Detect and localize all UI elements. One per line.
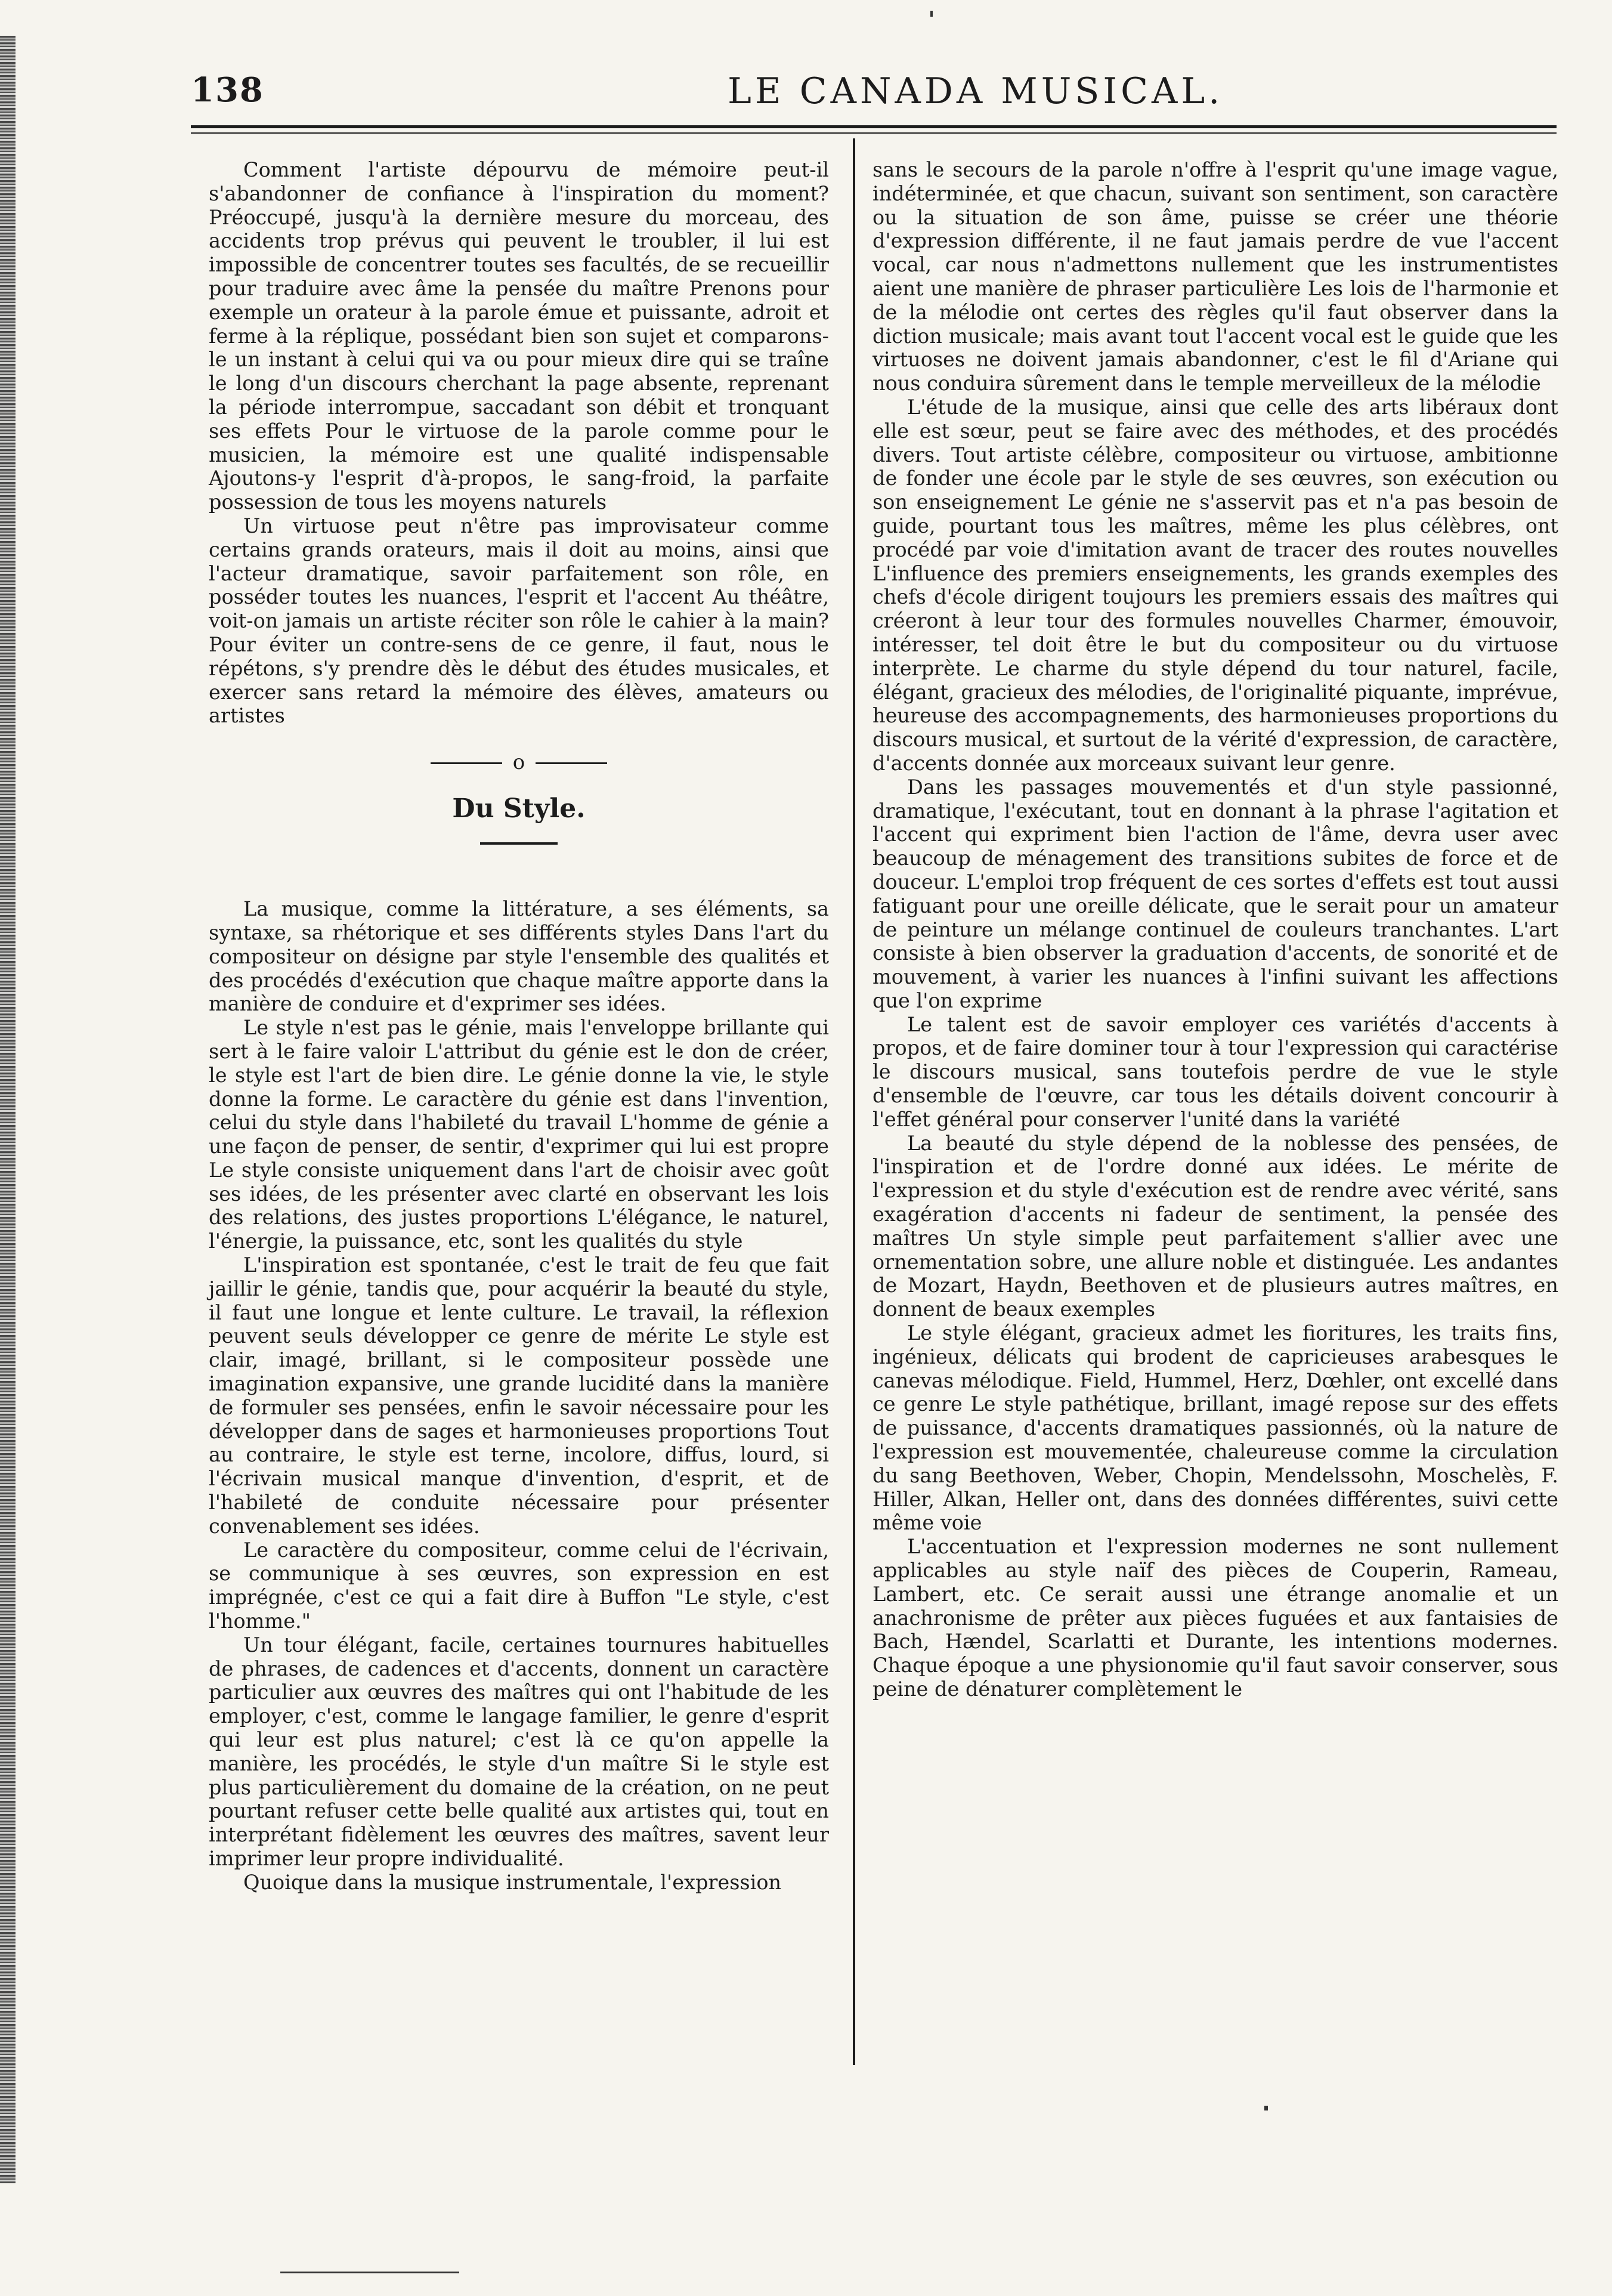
- paragraph: Dans les passages mouvementés et d'un style passionné, dramatique, l'exécutant, tout en donnant à la phrase l'agitation et l'accent qui expriment bien l'action de l'âme, devra user avec beaucoup de ménagement des transitions subites de force et de douceur. L'emploi trop fréquent de ces sortes d'effets est tout aussi fatiguant pour une oreille délicate, que le serait pour un amateur de peinture un mélange continuel de couleurs tranchantes. L'art consiste à bien observer la graduation d'accents, de sonorité et de mouvement, à varier les nuances à l'infini suivant les affections que l'on exprime: [872, 775, 1558, 1012]
- paragraph: Comment l'artiste dépourvu de mémoire peut-il s'abandonner de confiance à l'inspiration du moment? Préoccupé, jusqu'à la dernière mesure du morceau, des accidents trop prévus qui peuvent le troubler, il lui est impossible de concentrer toutes ses facultés, de se recueillir pour traduire avec âme la pensée du maître Prenons pour exemple un orateur à la parole émue et puissante, adroit et ferme à la réplique, possédant bien son sujet et comparons-le un instant à celui qui va ou pour mieux dire qui se traîne le long d'un discours cherchant la page absente, reprenant la période interrompue, saccadant son débit et tronquant ses effets Pour le virtuose de la parole comme pour le musicien, la mémoire est une qualité indispensable Ajoutons-y l'esprit d'à-propos, le sang-froid, la parfaite possession de tous les moyens naturels: [209, 158, 829, 514]
- paragraph: L'inspiration est spontanée, c'est le trait de feu que fait jaillir le génie, tandis que, pour acquérir la beauté du style, il faut une longue et lente culture. Le travail, la réflexion peuvent seuls développer ce genre de mérite Le style est clair, imagé, brillant, si le compositeur possède une imagination expansive, une grande lucidité dans la manière de formuler ses pensées, enfin le savoir nécessaire pour les développer dans de sages et harmonieuses proportions Tout au contraire, le style est terne, incolore, diffus, lourd, si l'écrivain musical manque d'invention, d'esprit, et de l'habileté de conduite nécessaire pour présenter convenablement ses idées.: [209, 1253, 829, 1538]
- print-speck: [1264, 2106, 1268, 2110]
- title-rule: [480, 842, 558, 845]
- header-rule-thin: [191, 132, 1557, 134]
- left-column: [209, 158, 829, 1895]
- page-number: 138: [191, 70, 264, 110]
- footer-rule: [280, 2272, 459, 2273]
- paragraph: Le talent est de savoir employer ces variétés d'accents à propos, et de faire dominer tour à tour l'expression qui caractérise le discours musical, sans toutefois perdre de vue le style d'ensemble de l'œuvre, car tous les détails doivent concourir à l'effet général pour conserver l'unité dans la variété: [872, 1012, 1558, 1131]
- paragraph: Un virtuose peut n'être pas improvisateur comme certains grands orateurs, mais il doit au moins, ainsi que l'acteur dramatique, savoir parfaitement son rôle, en posséder toutes les nuances, l'esprit et l'accent Au théâtre, voit-on jamais un artiste réciter son rôle le cahier à la main? Pour éviter un contre-sens de ce genre, il faut, nous le répétons, s'y prendre dès le début des études musicales, et exercer sans retard la mémoire des élèves, amateurs ou artistes: [209, 514, 829, 728]
- paragraph: Le style élégant, gracieux admet les fioritures, les traits fins, ingénieux, délicats qui brodent de capricieuses arabesques le canevas mélodique. Field, Hummel, Herz, Dœhler, ont excellé dans ce genre Le style pathétique, brillant, imagé repose sur des effets de puissance, d'accents dramatiques passionnés, où la nature de l'expression est mouvementée, chaleureuse comme la circulation du sang Beethoven, Weber, Chopin, Mendelssohn, Moschelès, F. Hiller, Alkan, Heller ont, dans des données différentes, suivi cette même voie: [872, 1321, 1558, 1535]
- paragraph: L'accentuation et l'expression modernes ne sont nullement applicables au style naïf des pièces de Couperin, Rameau, Lambert, etc. Ce serait aussi une étrange anomalie et un anachronisme de prêter aux pièces fuguées et aux fantaisies de Bach, Hændel, Scarlatti et Durante, les intentions modernes. Chaque époque a une physionomie qu'il faut savoir conserver, sous peine de dénaturer complètement le: [872, 1535, 1558, 1701]
- section-title: Du Style.: [452, 793, 586, 824]
- paragraph: Le style n'est pas le génie, mais l'enveloppe brillante qui sert à le faire valoir L'attribut du génie est le don de créer, le style est l'art de bien dire. Le génie donne la vie, le style donne la forme. Le caractère du génie est dans l'invention, celui du style dans l'habileté du travail L'homme de génie a une façon de penser, de sentir, d'exprimer qui lui est propre Le style consiste uniquement dans l'art de choisir avec goût ses idées, de les présenter avec clarté en observant les lois des relations, des justes proportions L'élégance, le naturel, l'énergie, la puissance, etc, sont les qualités du style: [209, 1016, 829, 1253]
- paragraph: Quoique dans la musique instrumentale, l'expression: [243, 1870, 782, 1894]
- separator-line: [431, 762, 502, 764]
- paragraph: L'étude de la musique, ainsi que celle des arts libéraux dont elle est sœur, peut se faire avec des méthodes, et des procédés divers. Tout artiste célèbre, compositeur ou virtuose, ambitionne de fonder une école par le style de ses œuvres, son exécution ou son enseignement Le génie ne s'asservit pas et n'a pas besoin de guide, pourtant tous les maîtres, même les plus célèbres, ont procédé par voie d'imitation avant de tracer des routes nouvelles L'influence des premiers enseignements, les grands exemples des chefs d'école dirigent toujours les premiers essais des maîtres qui créeront à leur tour des formules nouvelles Charmer, émouvoir, intéresser, tel doit être le but du compositeur ou du virtuose interprète. Le charme du style dépend du tour naturel, facile, élégant, gracieux des mélodies, de l'originalité piquante, imprévue, heureuse des accompagnements, des harmonieuses proportions du discours musical, et surtout de la vérité d'expression, de caractère, d'accents donnée aux morceaux suivant leur genre.: [872, 395, 1558, 775]
- right-column: [872, 158, 1558, 1701]
- paragraph: La musique, comme la littérature, a ses éléments, sa syntaxe, sa rhétorique et ses différents styles Dans l'art du compositeur on désigne par style l'ensemble des qualités et des procédés d'exécution que chaque maître apporte dans la manière de conduire et d'exprimer ses idées.: [209, 897, 829, 1016]
- page-header: [191, 70, 1563, 118]
- print-speck: [930, 11, 933, 17]
- column-divider: [853, 138, 855, 2065]
- paragraph-continued: sans le secours de la parole n'offre à l'esprit qu'une image vague, indéterminée, et que chacun, suivant son sentiment, son caractère ou la situation de son âme, puisse se créer une théorie d'expression différente, il ne faut jamais perdre de vue l'accent vocal, car nous n'admettons nullement que les instrumentistes aient une manière de phraser particulière Les lois de l'harmonie et de la mélodie ont certes des règles qu'il faut observer dans la diction musicale; mais avant tout l'accent vocal est le guide que les virtuoses ne doivent jamais abandonner, c'est le fil d'Ariane qui nous conduira sûrement dans le temple merveilleux de la mélodie: [872, 158, 1558, 395]
- separator-mark: o: [512, 750, 525, 775]
- header-rule-thick: [191, 125, 1557, 128]
- binding-edge: [0, 36, 16, 2183]
- section-separator: [209, 737, 829, 789]
- paragraph: Un tour élégant, facile, certaines tournures habituelles de phrases, de cadences et d'accents, donnent un caractère particulier aux œuvres des maîtres qui ont l'habitude de les employer, c'est, comme le langage familier, le genre d'esprit qui leur est plus naturel; c'est là ce qu'on appelle la manière, les procédés, le style d'un maître Si le style est plus particulièrement du domaine de la création, on ne peut pourtant refuser cette belle qualité aux artistes qui, tout en interprétant fidèlement les œuvres des maîtres, savent leur imprimer leur propre individualité.: [209, 1633, 829, 1870]
- paragraph: Le caractère du compositeur, comme celui de l'écrivain, se communique à ses œuvres, son expression en est imprégnée, c'est ce qui a fait dire à Buffon "Le style, c'est l'homme.": [209, 1538, 829, 1633]
- paragraph: La beauté du style dépend de la noblesse des pensées, de l'inspiration et de l'ordre donné aux idées. Le mérite de l'expression et du style d'exécution est de rendre avec vérité, sans exagération d'accents ni fadeur de sentiment, la pensée des maîtres Un style simple peut parfaitement s'allier avec une ornementation sobre, une allure noble et distinguée. Les andantes de Mozart, Haydn, Beethoven et de plusieurs autres maîtres, en donnent de beaux exemples: [872, 1131, 1558, 1321]
- running-title: LE CANADA MUSICAL.: [728, 70, 1224, 112]
- separator-line: [536, 762, 607, 764]
